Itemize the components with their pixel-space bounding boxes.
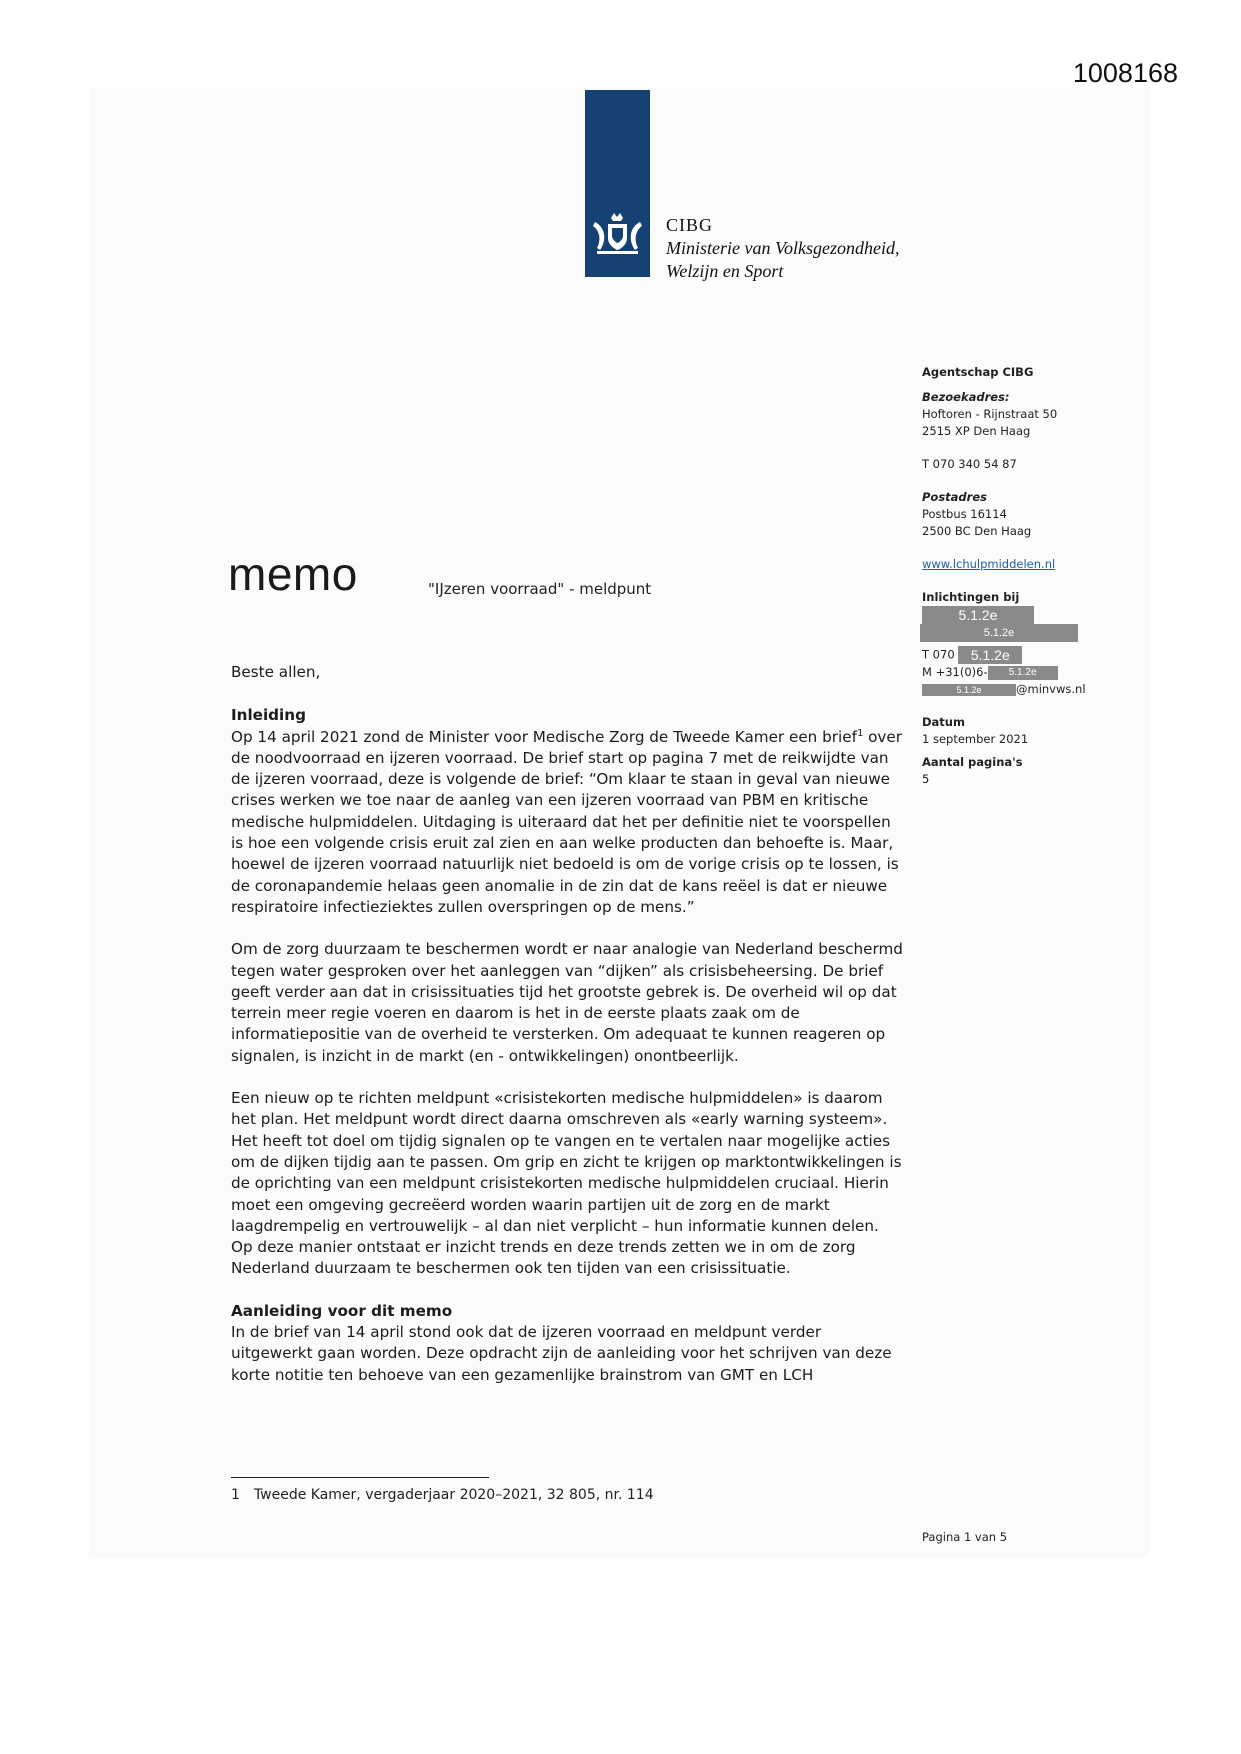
contact-label: Inlichtingen bij [922, 590, 1020, 604]
footnote-reference[interactable]: 1 [856, 727, 864, 739]
website-link[interactable]: www.lchulpmiddelen.nl [922, 557, 1056, 571]
logo-ministry-line-2: Welzijn en Sport [666, 261, 784, 281]
postal-address-line-2: 2500 BC Den Haag [922, 524, 1032, 538]
greeting: Beste allen, [231, 663, 321, 681]
date-label: Datum [922, 715, 965, 729]
redacted-phone: 5.1.2e [958, 646, 1022, 664]
page-count-label: Aantal pagina's [922, 755, 1023, 769]
coat-of-arms-icon [589, 212, 646, 256]
footnote-text: Tweede Kamer, vergaderjaar 2020–2021, 32 805, nr. 114 [253, 1487, 654, 1503]
heading-aanleiding: Aanleiding voor dit memo [231, 1301, 453, 1320]
paragraph-1-rest: over de noodvoorraad en ijzeren voorraad. De brief start op pagina 7 met de reikwijdte van de ijzeren voorraad, deze is volgende de brief: “Om klaar te staan in geval van nieuwe crises werken we toe naar de aanleg van een ijzeren voorraad van PBM en kritische medische hulpmiddelen. Uitdaging is uiteraard dat het per definitie niet te voorspellen is hoe een volgende crisis eruit zal zien en aan welke producten dan behoefte is. Maar, hoewel de ijzeren voorraad natuurlijk niet bedoeld is om de vorige crisis op te lossen, is de coronapandemie helaas geen anomalie in de zin dat de kans reëel is dat er nieuwe respiratoire infectieziektes zullen overspringen op de mens.” [231, 727, 903, 916]
memo-title: memo [228, 548, 358, 600]
paragraph-1-start: Op 14 april 2021 zond de Minister voor Medische Zorg de Tweede Kamer een brief [231, 727, 857, 746]
paragraph-1 [231, 727, 903, 919]
memo-subject: "IJzeren voorraad" - meldpunt [428, 580, 652, 598]
colophon-sidebar [922, 364, 1122, 788]
postal-address-line-1: Postbus 16114 [922, 507, 1007, 521]
visit-address-line-1: Hoftoren - Rijnstraat 50 [922, 407, 1058, 421]
logo-org-name: CIBG [666, 215, 714, 235]
document-number: 1008168 [1072, 58, 1178, 88]
redacted-mobile: 5.1.2e [988, 666, 1058, 680]
page-number: Pagina 1 van 5 [922, 1530, 1008, 1544]
date-value: 1 september 2021 [922, 732, 1029, 746]
redacted-function: 5.1.2e [920, 624, 1078, 642]
rijksoverheid-logo-bar [585, 90, 650, 277]
contact-email-suffix: @minvws.nl [1016, 682, 1086, 696]
footnote [231, 1487, 654, 1503]
visit-address-line-2: 2515 XP Den Haag [922, 424, 1031, 438]
paragraph-2: Om de zorg duurzaam te beschermen wordt er naar analogie van Nederland beschermd tegen water gesproken over het aanleggen van “dijken” als crisisbeheersing. De brief geeft verder aan dat in crisissituaties tijd het grootste gebrek is. De overheid wil op dat terrein meer regie voeren en daarom is het in de eerste plaats zaak om de informatiepositie van de overheid te versterken. Om adequaat te kunnen reageren op signalen, is inzicht in de markt (en - ontwikkelingen) onontbeerlijk. [231, 940, 903, 1065]
contact-mobile-prefix: M +31(0)6- [922, 665, 988, 679]
redacted-email: 5.1.2e [922, 684, 1016, 696]
logo-ministry-line-1: Ministerie van Volksgezondheid, [666, 238, 900, 258]
memo-body [231, 662, 903, 1386]
ministry-logo-text [666, 214, 899, 283]
paragraph-3: Een nieuw op te richten meldpunt «crisistekorten medische hulpmiddelen» is daarom het plan. Het meldpunt wordt direct daarna omschreven als «early warning systeem». Het heeft tot doel om tijdig signalen op te vangen en te vertalen naar mogelijke acties om de dijken tijdig aan te passen. Om grip en zicht te krijgen op marktontwikkelingen is de oprichting van een meldpunt crisistekorten medische hulpmiddelen cruciaal. Hierin moet een omgeving gecreëerd worden waarin partijen uit de zorg en de markt laagdrempelig en vertrouwelijk – al dan niet verplicht – hun informatie kunnen delen. Op deze manier ontstaat er inzicht trends en deze trends zetten we in om de zorg Nederland duurzaam te beschermen ook ten tijden van een crisissituatie. [231, 1089, 902, 1278]
agency-name: Agentschap CIBG [922, 365, 1034, 379]
paragraph-4: In de brief van 14 april stond ook dat de ijzeren voorraad en meldpunt verder uitgewerkt gaan worden. Deze opdracht zijn de aanleiding voor het schrijven van deze korte notitie ten behoeve van een gezamenlijke brainstrom van GMT en LCH [231, 1323, 892, 1384]
footnote-divider [231, 1477, 489, 1478]
agency-phone: T 070 340 54 87 [922, 457, 1017, 471]
page-count-value: 5 [922, 772, 930, 786]
redacted-name: 5.1.2e [922, 606, 1034, 624]
visit-address-label: Bezoekadres: [922, 390, 1010, 404]
footnote-number: 1 [231, 1487, 240, 1503]
postal-address-label: Postadres [922, 490, 987, 504]
heading-inleiding: Inleiding [231, 706, 306, 725]
contact-phone-prefix: T 070 [922, 647, 955, 662]
